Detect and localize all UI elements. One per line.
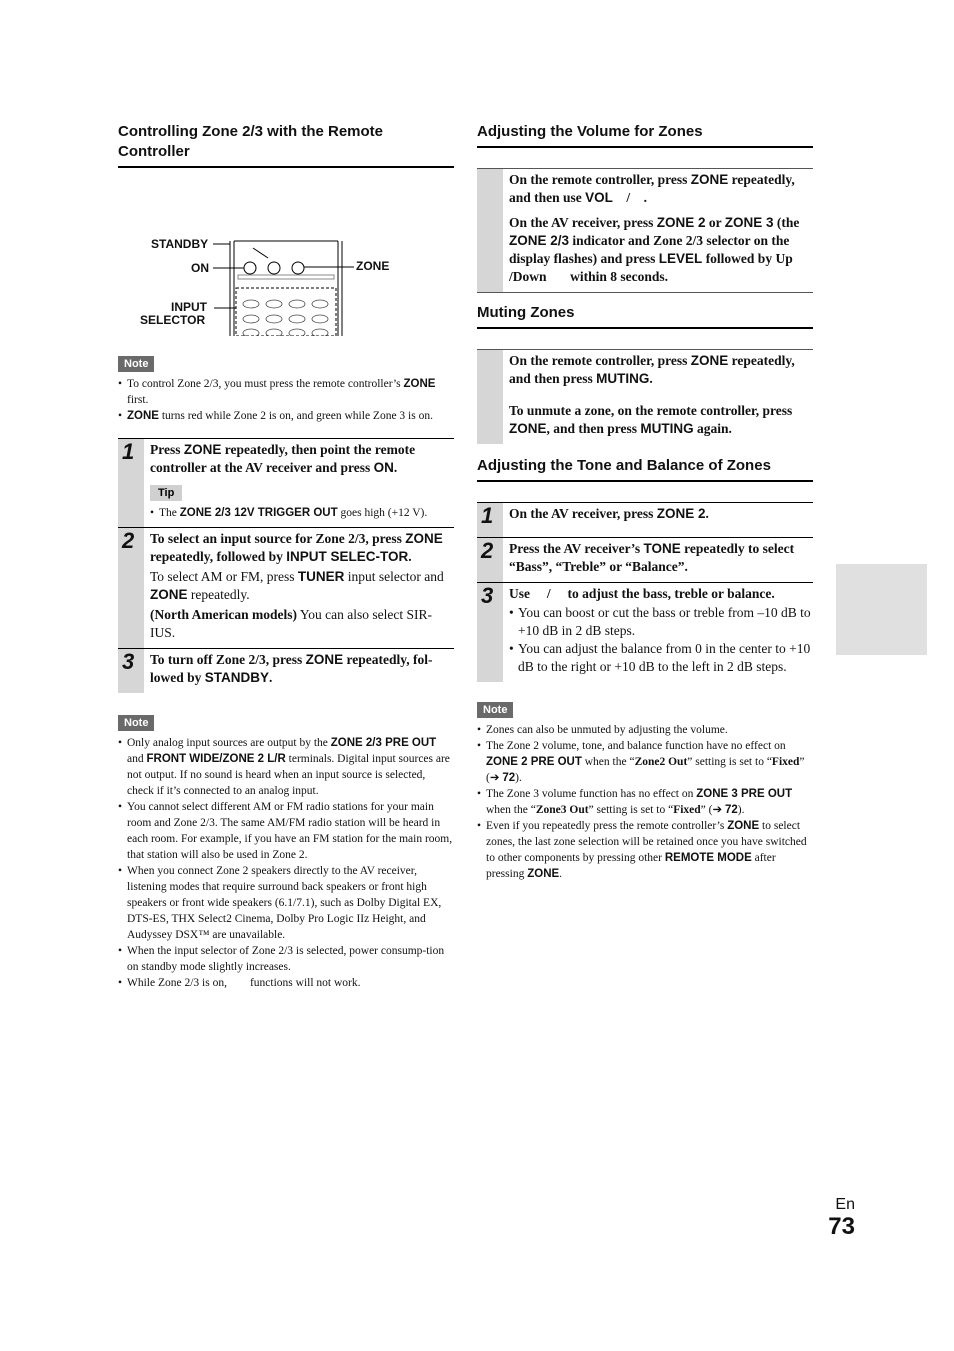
tip-block [150,483,454,521]
volume-instructions [477,168,813,293]
list-item: • The Zone 3 volume function has no effect on ZONE 3 PRE OUT when the “Zone3 Out” setting is set to “Fixed” (➔ 72). [477,786,813,818]
left-column [118,122,454,991]
section-heading-controlling-zone: Controlling Zone 2/3 with the Remote Controller [118,122,454,168]
note-block-2 [118,713,454,991]
list-item: • While Zone 2/3 is on, functions will not work. [118,975,454,991]
note-badge: Note [477,702,513,718]
list-item: • Only analog input sources are output by the ZONE 2/3 PRE OUT and FRONT WIDE/ZONE 2 L/R terminals. Digital input sources are not output. If no sound is heard when an input source is selected, check if it’s connected to an analog input. [118,735,454,799]
label-standby: STANDBY [151,237,209,251]
tone-step-1 [477,502,813,537]
note-badge: Note [118,715,154,731]
list-item: • Even if you repeatedly press the remote controller’s ZONE to select zones, the last zone selection will be retained once you have switched to other components by pressing other REMOTE MODE after pressing ZONE. [477,818,813,882]
note-list-2 [118,735,454,991]
list-item: • When you connect Zone 2 speakers directly to the AV receiver, listening modes that require surround back speakers or front high speakers or front wide speakers (6.1/7.1), such as Dolby Digital EX, DTS-ES, THX Select2 Cinema, Dolby Pro Logic IIz Height, and Audyssey DSX™ are unavailable. [118,863,454,943]
tone-step-3 [477,582,813,682]
steps-left [118,438,454,693]
page-number: 73 [828,1213,855,1240]
remote-controller-illustration [118,176,454,336]
steps-right [477,502,813,682]
note-block-right [477,700,813,882]
list-item: • The Zone 2 volume, tone, and balance function have no effect on ZONE 2 PRE OUT when the “Zone2 Out” setting is set to “Fixed” (➔ 72). [477,738,813,786]
step-number: 1 [481,503,494,528]
step-text: Press the AV receiver’s TONE repeatedly to select “Bass”, “Treble” or “Balance”. [509,541,795,574]
step-number: 2 [122,528,135,553]
label-zone: ZONE [356,259,390,273]
step-detail: (North American models) You can also select SIR-IUS. [150,607,432,640]
step-number: 2 [481,538,494,563]
list-item: • Zones can also be unmuted by adjusting the volume. [477,722,813,738]
page-language: En [835,1196,855,1213]
instruction-text: On the remote controller, press ZONE repeatedly, and then use VOL / . [509,172,799,205]
section-heading-muting: Muting Zones [477,303,813,329]
list-item: • ZONE turns red while Zone 2 is on, and green while Zone 3 is on. [118,408,454,424]
muting-instructions [477,349,813,444]
note-list-right [477,722,813,882]
label-on: ON [191,261,209,275]
step-text: Use / to adjust the bass, treble or balance. [509,586,775,601]
step-number: 3 [122,649,135,674]
instruction-text: On the AV receiver, press ZONE 2 or ZONE 3 (the ZONE 2/3 indicator and Zone 2/3 selector on the display flashes) and press LEVEL followed by Up /Down within 8 seconds. [509,215,813,284]
section-side-tab [836,564,927,655]
note-list-1 [118,376,454,424]
remote-figure [118,176,454,336]
list-item: • The ZONE 2/3 12V TRIGGER OUT goes high (+12 V). [150,505,454,521]
label-input: INPUT [171,300,207,314]
step-text: On the AV receiver, press ZONE 2. [509,506,709,521]
section-heading-volume: Adjusting the Volume for Zones [477,122,813,148]
right-column [477,122,813,882]
step-number: 3 [481,583,494,608]
label-selector: SELECTOR [140,313,206,327]
instruction-text: To unmute a zone, on the remote controller, press ZONE, and then press MUTING again. [509,403,793,436]
step-text: To select an input source for Zone 2/3, press ZONE repeatedly, followed by INPUT SELEC-TOR. [150,531,443,564]
list-item: • To control Zone 2/3, you must press the remote controller’s ZONE first. [118,376,454,408]
note-badge: Note [118,356,154,372]
step-2 [118,527,454,648]
step-1 [118,438,454,527]
note-block-1 [118,354,454,424]
tip-badge: Tip [150,485,182,501]
section-heading-tone: Adjusting the Tone and Balance of Zones [477,456,813,482]
step-text: To turn off Zone 2/3, press ZONE repeatedly, fol-lowed by STANDBY. [150,652,433,685]
step-number: 1 [122,439,135,464]
list-item: • You can adjust the balance from 0 in the center to +10 dB to the right or +10 dB to the left in 2 dB steps. [509,640,813,676]
step-3 [118,648,454,693]
step-detail: To select AM or FM, press TUNER input selector and ZONE repeatedly. [150,569,444,602]
step-text: Press ZONE repeatedly, then point the remote controller at the AV receiver and press ON. [150,442,416,475]
list-item: • When the input selector of Zone 2/3 is selected, power consump-tion on standby mode slightly increases. [118,943,454,975]
tone-step-2 [477,537,813,582]
list-item: • You cannot select different AM or FM radio stations for your main room and Zone 2/3. The same AM/FM radio station will be heard in each room. For example, if you have an FM station for the main room, that station will also be used in Zone 2. [118,799,454,863]
page-number-block [828,1196,855,1240]
instruction-text: On the remote controller, press ZONE repeatedly, and then press MUTING. [509,353,795,386]
list-item: • You can boost or cut the bass or treble from –10 dB to +10 dB in 2 dB steps. [509,604,813,640]
